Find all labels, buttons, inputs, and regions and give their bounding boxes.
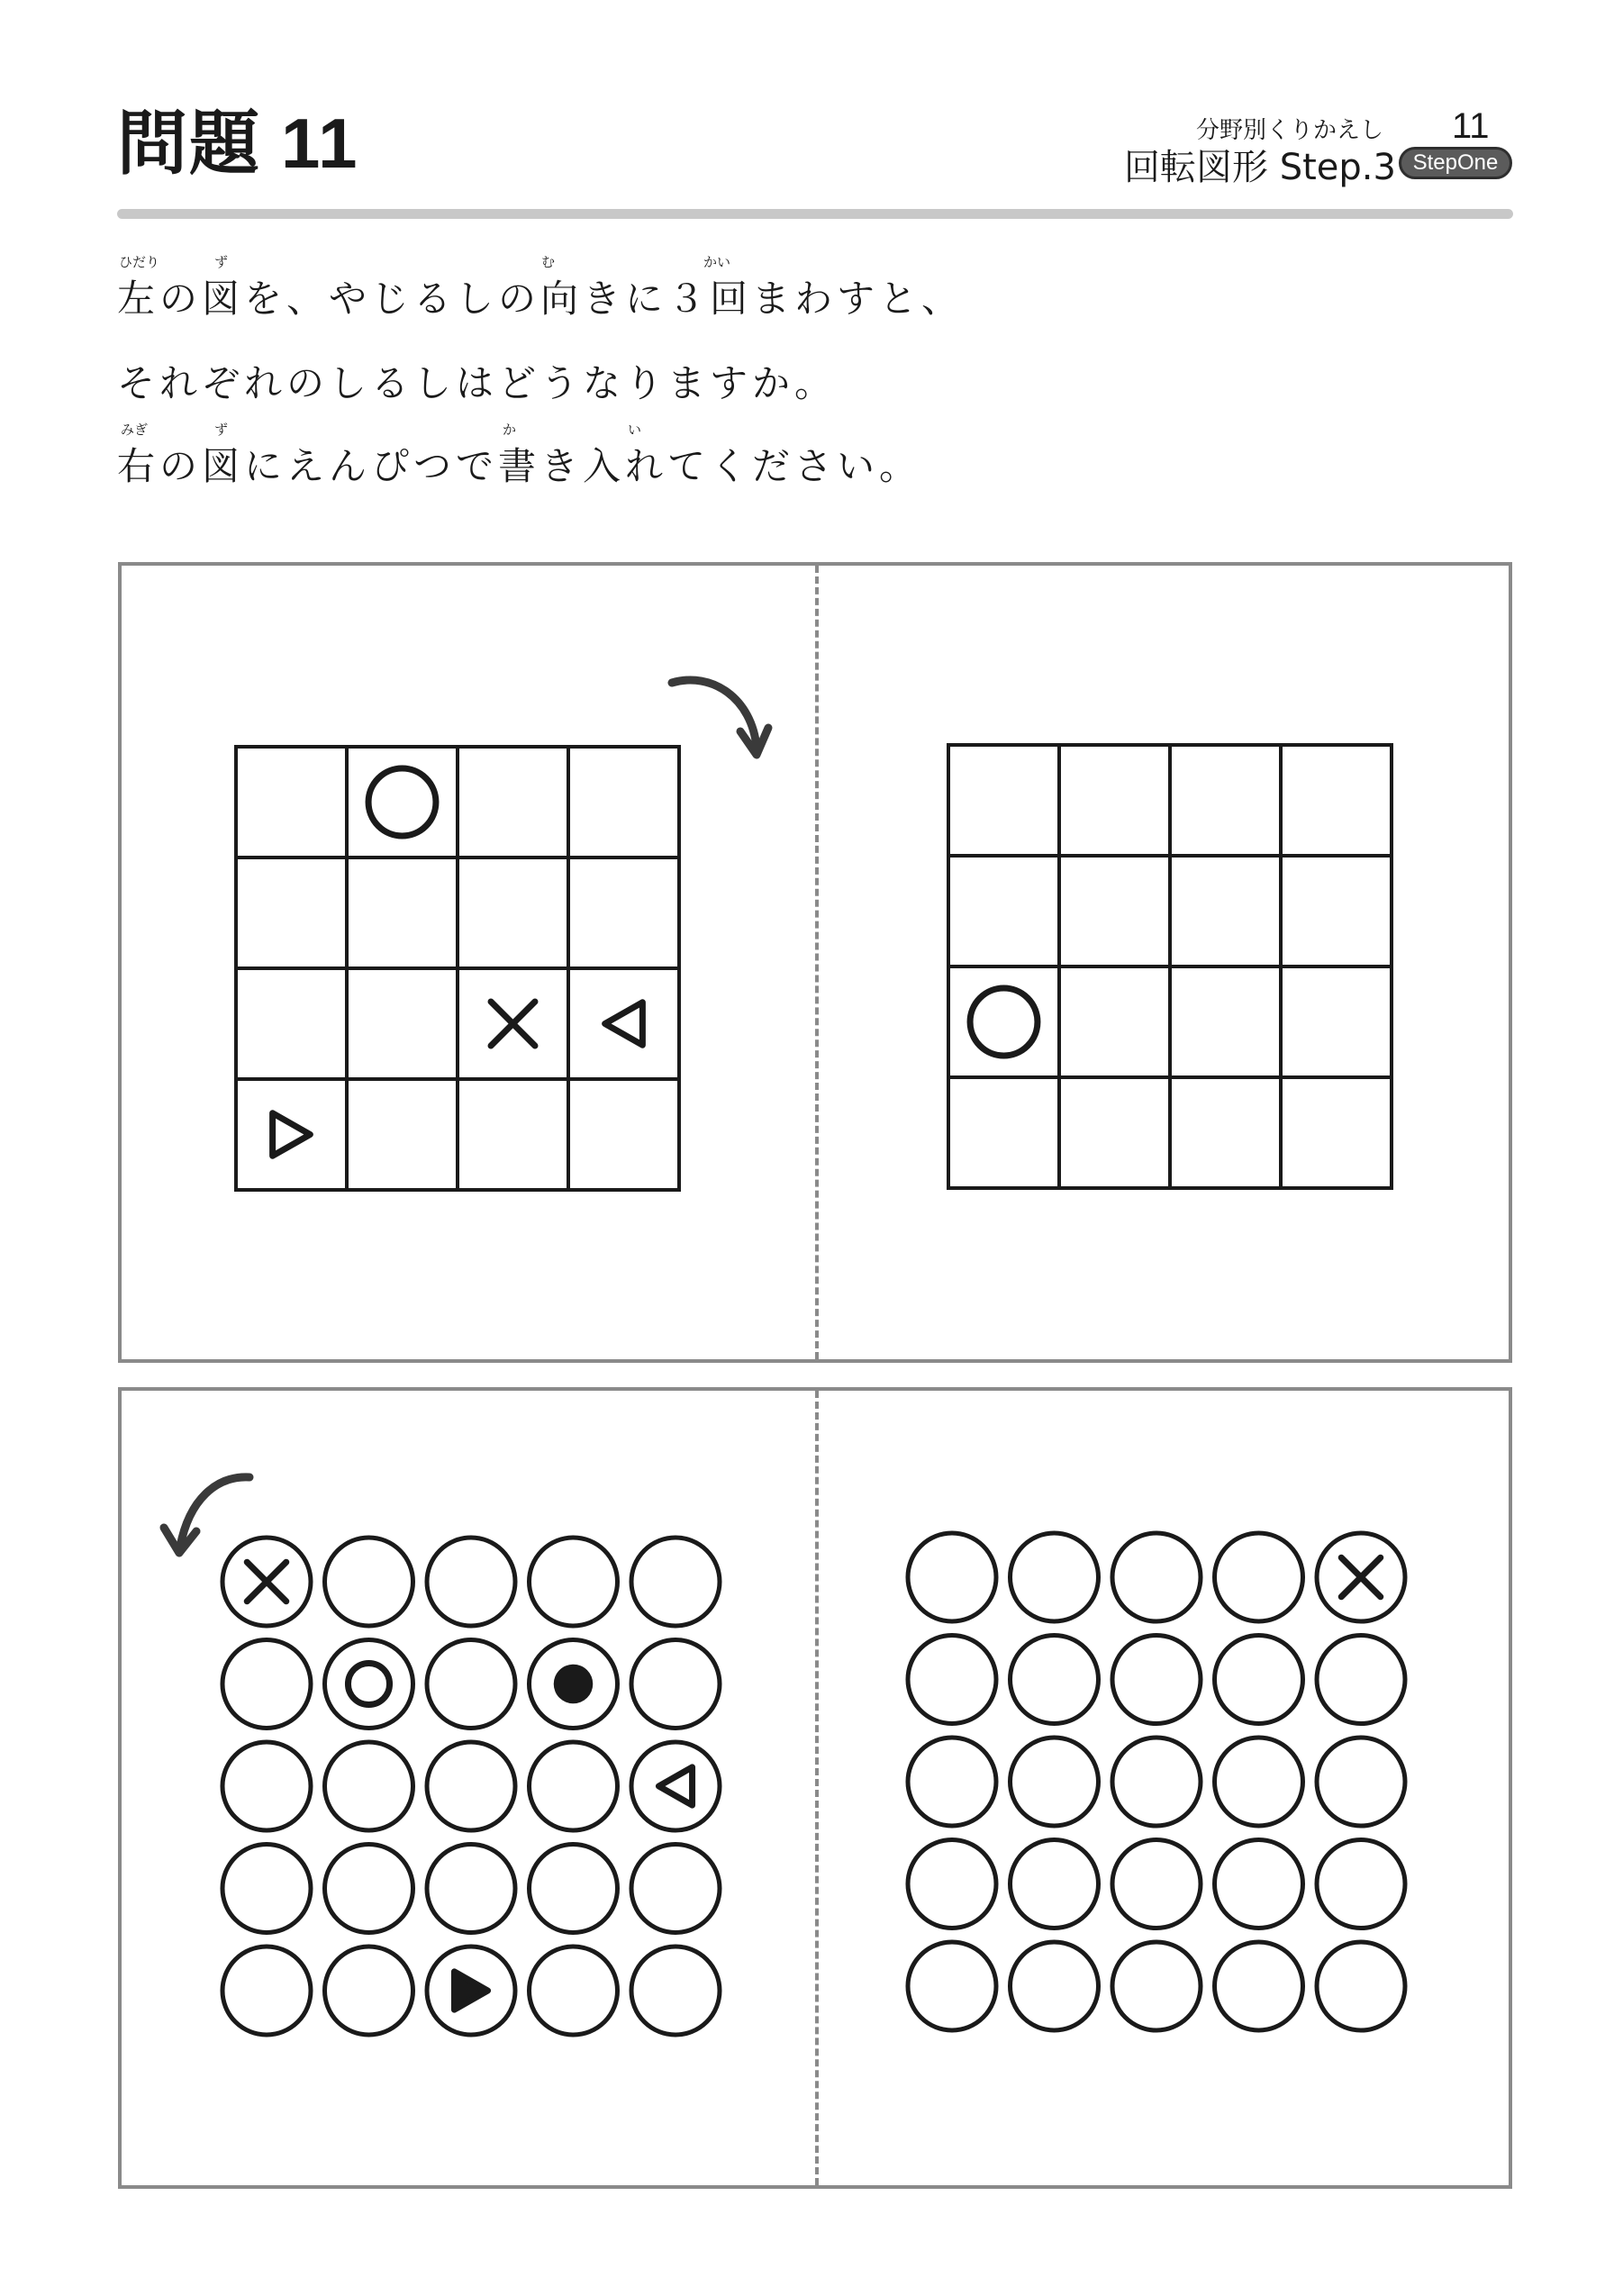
grid-circle bbox=[631, 1742, 720, 1830]
grid-circle bbox=[631, 1947, 720, 2035]
grid-circle[interactable] bbox=[908, 1533, 996, 1621]
grid-circle[interactable] bbox=[1011, 1840, 1099, 1928]
instruction-line-2: それぞれのしるしはどうなりますか。 bbox=[117, 361, 838, 405]
instruction-line-3: 右の図にえんぴつで書き入れてください。 bbox=[117, 444, 922, 488]
grid-cell[interactable] bbox=[1170, 745, 1281, 856]
grid-circle[interactable] bbox=[1317, 1942, 1405, 2030]
grid-circle[interactable] bbox=[1215, 1533, 1303, 1621]
grid-circle bbox=[427, 1538, 515, 1626]
ruby-i: い bbox=[628, 422, 642, 438]
stepone-badge: StepOne bbox=[1399, 147, 1512, 179]
grid-cell bbox=[458, 747, 568, 858]
grid-cell[interactable] bbox=[948, 1077, 1059, 1188]
page-number: 11 bbox=[1452, 106, 1490, 146]
grid-cell bbox=[568, 1079, 679, 1190]
grid-circle[interactable] bbox=[1112, 1636, 1201, 1724]
grid-circle[interactable] bbox=[1215, 1636, 1303, 1724]
grid-circle bbox=[222, 1640, 311, 1729]
grid-circle[interactable] bbox=[908, 1840, 996, 1928]
title-prefix: 問題 bbox=[117, 104, 262, 185]
grid-circle[interactable] bbox=[1011, 1636, 1099, 1724]
ruby-migi: みぎ bbox=[121, 422, 149, 438]
grid-circle bbox=[530, 1845, 618, 1933]
grid-cell[interactable] bbox=[1281, 1077, 1392, 1188]
grid-cell[interactable] bbox=[1281, 856, 1392, 966]
grid-cell bbox=[568, 747, 679, 858]
grid-circle bbox=[325, 1947, 413, 2035]
grid-circle[interactable] bbox=[1011, 1942, 1099, 2030]
grid-cell[interactable] bbox=[1059, 856, 1170, 966]
grid-cell[interactable] bbox=[948, 856, 1059, 966]
grid-cell[interactable] bbox=[1281, 745, 1392, 856]
instruction-line-1: 左の図を、やじるしの向きに３回まわすと、 bbox=[117, 277, 965, 321]
category-label: 分野別くりかえし bbox=[1196, 117, 1384, 144]
ruby-ka: か bbox=[503, 422, 517, 438]
problem-1-right-grid[interactable] bbox=[945, 741, 1392, 1187]
grid-cell bbox=[347, 747, 458, 858]
grid-circle bbox=[222, 1742, 311, 1830]
grid-cell bbox=[568, 858, 679, 968]
grid-circle bbox=[530, 1947, 618, 2035]
title-number: 11 bbox=[281, 104, 359, 183]
grid-circle[interactable] bbox=[1317, 1738, 1405, 1826]
grid-circle bbox=[427, 1845, 515, 1933]
grid-circle[interactable] bbox=[1317, 1840, 1405, 1928]
grid-circle[interactable] bbox=[1215, 1942, 1303, 2030]
grid-circle bbox=[325, 1538, 413, 1626]
grid-circle[interactable] bbox=[1112, 1942, 1201, 2030]
grid-circle[interactable] bbox=[1011, 1533, 1099, 1621]
grid-cell[interactable] bbox=[1170, 856, 1281, 966]
grid-circle[interactable] bbox=[1112, 1533, 1201, 1621]
grid-circle[interactable] bbox=[1215, 1840, 1303, 1928]
grid-cell bbox=[347, 858, 458, 968]
grid-circle bbox=[631, 1640, 720, 1729]
grid-circle[interactable] bbox=[908, 1942, 996, 2030]
grid-cell[interactable] bbox=[948, 745, 1059, 856]
ruby-zu: ず bbox=[214, 254, 229, 270]
grid-cell[interactable] bbox=[1059, 966, 1170, 1077]
problem-2-left-grid bbox=[218, 1533, 727, 2042]
grid-circle bbox=[631, 1538, 720, 1626]
ruby-zu-2: ず bbox=[214, 422, 229, 438]
grid-circle[interactable] bbox=[1317, 1636, 1405, 1724]
grid-cell bbox=[458, 858, 568, 968]
grid-cell bbox=[347, 1079, 458, 1190]
grid-circle bbox=[222, 1845, 311, 1933]
ruby-mu: む bbox=[541, 254, 556, 270]
problem-1-left-grid bbox=[232, 743, 679, 1189]
grid-circle[interactable] bbox=[1112, 1840, 1201, 1928]
grid-cell[interactable] bbox=[1281, 966, 1392, 1077]
grid-circle bbox=[530, 1742, 618, 1830]
clockwise-arrow-icon bbox=[672, 680, 768, 755]
grid-circle bbox=[530, 1538, 618, 1626]
grid-circle[interactable] bbox=[1112, 1738, 1201, 1826]
grid-cell bbox=[236, 1079, 347, 1190]
grid-cell[interactable] bbox=[1170, 1077, 1281, 1188]
filled-circle-icon bbox=[554, 1665, 594, 1704]
grid-circle[interactable] bbox=[908, 1738, 996, 1826]
grid-circle bbox=[325, 1640, 413, 1729]
subtitle: 回転図形 Step.3 bbox=[1124, 147, 1396, 188]
grid-circle bbox=[427, 1742, 515, 1830]
grid-cell bbox=[236, 968, 347, 1079]
grid-cell[interactable] bbox=[1059, 745, 1170, 856]
grid-circle bbox=[325, 1845, 413, 1933]
ruby-kai: かい bbox=[703, 254, 731, 270]
grid-cell[interactable] bbox=[948, 966, 1059, 1077]
grid-cell bbox=[458, 1079, 568, 1190]
grid-cell bbox=[236, 858, 347, 968]
grid-circle bbox=[325, 1742, 413, 1830]
grid-cell bbox=[347, 968, 458, 1079]
problem-2-right-grid[interactable] bbox=[903, 1529, 1412, 2037]
grid-circle bbox=[222, 1947, 311, 2035]
grid-cell bbox=[236, 747, 347, 858]
ruby-hidari: ひだり bbox=[119, 254, 160, 270]
grid-circle[interactable] bbox=[1011, 1738, 1099, 1826]
grid-circle bbox=[631, 1845, 720, 1933]
grid-circle[interactable] bbox=[1215, 1738, 1303, 1826]
grid-cell[interactable] bbox=[1170, 966, 1281, 1077]
grid-circle bbox=[427, 1640, 515, 1729]
grid-cell[interactable] bbox=[1059, 1077, 1170, 1188]
grid-circle[interactable] bbox=[908, 1636, 996, 1724]
grid-cell bbox=[568, 968, 679, 1079]
